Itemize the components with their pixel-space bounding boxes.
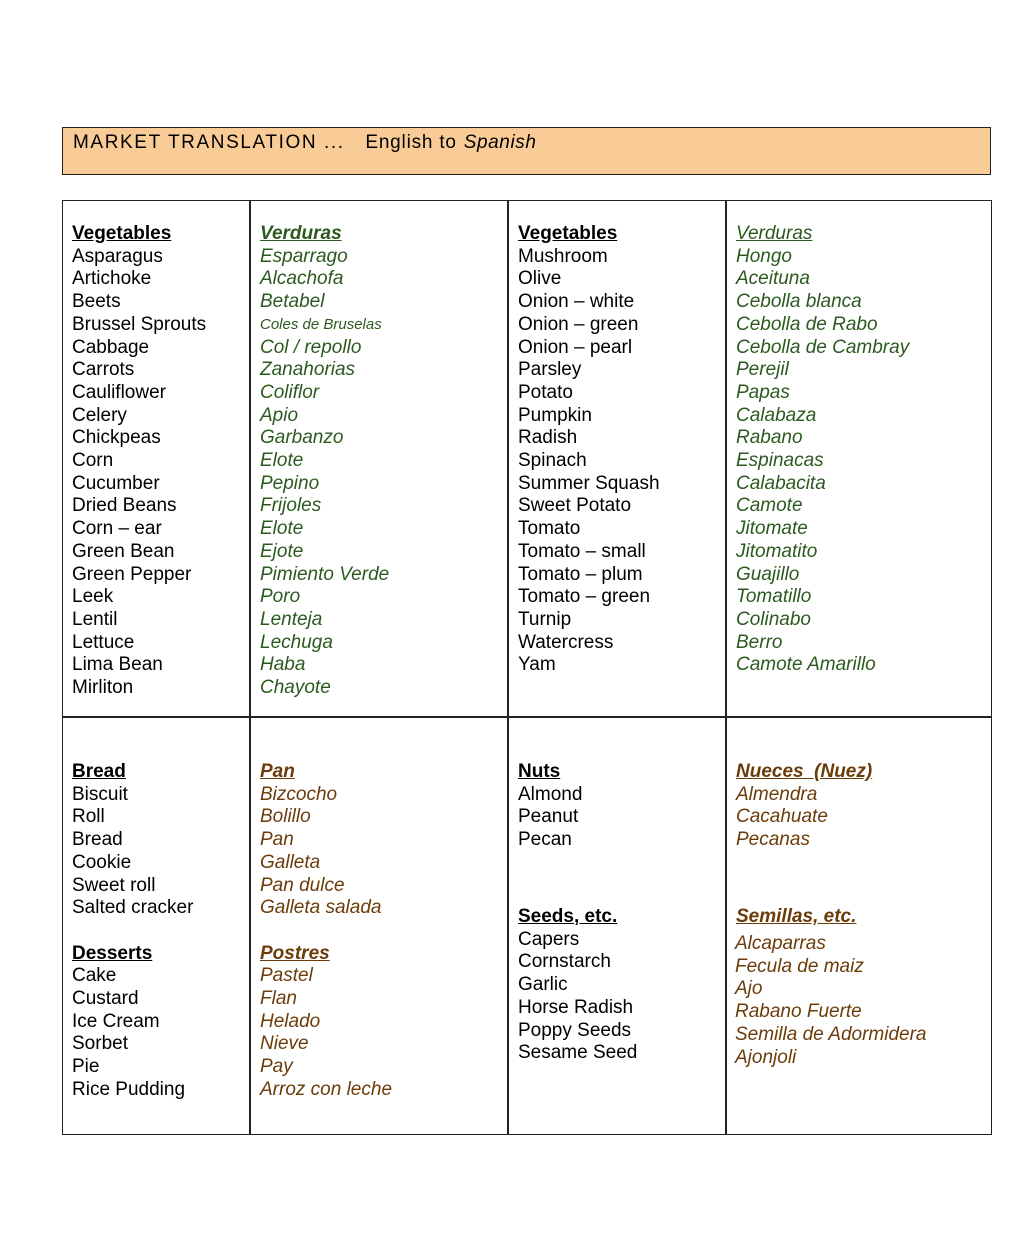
list-item: Zanahorias — [260, 359, 356, 381]
nueces-heading: Nueces (Nuez) — [736, 761, 873, 782]
verduras-heading: Verduras — [736, 223, 813, 244]
list-item: Berro — [736, 631, 783, 653]
list-item: Elote — [260, 450, 304, 472]
list-item: Onion – green — [518, 313, 639, 335]
list-item: Tomato – green — [518, 586, 651, 608]
list-item: Carrots — [72, 359, 135, 381]
list-item: Onion – pearl — [518, 336, 633, 358]
verduras-heading: Verduras — [260, 223, 342, 244]
title-spanish: Spanish — [463, 132, 537, 153]
list-item: Frijoles — [260, 495, 322, 517]
list-item: Green Pepper — [72, 563, 192, 585]
nuts-english-column — [518, 761, 582, 852]
list-item: Radish — [518, 427, 578, 449]
list-item: Camote — [736, 495, 803, 517]
list-item: Olive — [518, 268, 562, 290]
list-item: Leek — [72, 586, 114, 608]
bread-desserts-english-column — [72, 761, 193, 1102]
bread-desserts-spanish-column — [260, 761, 392, 1102]
list-item: Cacahuate — [736, 806, 828, 828]
list-item: Alcachofa — [260, 268, 344, 290]
list-item: Almond — [518, 783, 583, 805]
list-item: Arroz con leche — [260, 1078, 393, 1100]
vegetables-heading: Vegetables — [72, 223, 172, 244]
title-main: MARKET TRANSLATION ... — [73, 132, 345, 153]
list-item: Tomatillo — [736, 586, 812, 608]
list-item: Galleta salada — [260, 897, 382, 919]
list-item: Almendra — [736, 783, 818, 805]
list-item: Jitomatito — [736, 540, 818, 562]
list-item: Watercress — [518, 631, 614, 653]
list-item: Camote Amarillo — [736, 654, 876, 676]
list-item: Turnip — [518, 608, 572, 630]
column-divider — [507, 200, 509, 1135]
list-item: Pecan — [518, 829, 572, 851]
row-divider — [62, 716, 992, 718]
list-item: Jitomate — [736, 518, 808, 540]
list-item: Custard — [72, 988, 139, 1010]
list-item: Capers — [518, 928, 580, 950]
list-item: Pan — [260, 829, 294, 851]
list-item: Colinabo — [736, 608, 811, 630]
list-item: Sweet roll — [72, 874, 156, 896]
list-item: Poppy Seeds — [518, 1019, 632, 1041]
list-item: Pan dulce — [260, 874, 345, 896]
list-item: Peanut — [518, 806, 579, 828]
list-item: Sesame Seed — [518, 1042, 638, 1064]
vegetables-spanish-column — [260, 223, 389, 700]
list-item: Elote — [260, 518, 304, 540]
list-item: Rice Pudding — [72, 1078, 186, 1100]
list-item: Lentil — [72, 608, 118, 630]
list-item: Cabbage — [72, 336, 150, 358]
list-item: Bread — [72, 829, 123, 851]
vegetables-heading: Vegetables — [518, 223, 618, 244]
spacer — [72, 920, 193, 943]
list-item: Hongo — [736, 245, 792, 267]
vegetables-english-column — [72, 223, 206, 700]
list-item: Bolillo — [260, 806, 311, 828]
list-item: Onion – white — [518, 291, 635, 313]
title-english: English to — [365, 132, 457, 153]
list-item: Tomato – plum — [518, 563, 643, 585]
spacer — [260, 920, 392, 943]
list-item: Tomato – small — [518, 540, 646, 562]
column-divider — [249, 200, 251, 1135]
list-item: Pimiento Verde — [260, 563, 390, 585]
list-item: Calabaza — [736, 404, 817, 426]
list-item: Perejil — [736, 359, 789, 381]
list-item: Pie — [72, 1056, 100, 1078]
pan-heading: Pan — [260, 761, 295, 782]
title-banner — [62, 127, 991, 175]
list-item: Garbanzo — [260, 427, 344, 449]
list-item: Ajo — [735, 978, 763, 1000]
list-item: Sweet Potato — [518, 495, 632, 517]
list-item: Summer Squash — [518, 472, 660, 494]
list-item: Roll — [72, 806, 105, 828]
list-item: Cebolla blanca — [736, 291, 862, 313]
list-item: Salted cracker — [72, 897, 194, 919]
list-item: Helado — [260, 1010, 321, 1032]
list-item: Guajillo — [736, 563, 800, 585]
postres-heading: Postres — [260, 942, 330, 964]
list-item: Betabel — [260, 291, 325, 313]
seeds-english-column — [518, 906, 637, 1065]
list-item: Cebolla de Cambray — [736, 336, 910, 358]
list-item: Garlic — [518, 974, 568, 996]
list-item: Cake — [72, 965, 117, 987]
list-item: Dried Beans — [72, 495, 177, 517]
list-item: Potato — [518, 381, 573, 403]
list-item: Cebolla de Rabo — [736, 313, 878, 335]
list-item: Coliflor — [260, 381, 320, 403]
list-item: Chickpeas — [72, 427, 161, 449]
list-item: Lettuce — [72, 631, 135, 653]
list-item: Pastel — [260, 965, 313, 987]
list-item: Col / repollo — [260, 336, 362, 358]
list-item: Parsley — [518, 359, 582, 381]
list-item: Pay — [260, 1056, 293, 1078]
list-item: Fecula de maiz — [735, 955, 864, 977]
list-item: Haba — [260, 654, 306, 676]
list-item: Lima Bean — [72, 654, 163, 676]
list-item: Nieve — [260, 1033, 309, 1055]
list-item: Poro — [260, 586, 301, 608]
list-item: Rabano — [736, 427, 803, 449]
list-item: Calabacita — [736, 472, 826, 494]
list-item: Pumpkin — [518, 404, 592, 426]
list-item: Rabano Fuerte — [735, 1001, 862, 1023]
list-item: Galleta — [260, 851, 321, 873]
list-item: Lenteja — [260, 608, 323, 630]
list-item: Coles de Bruselas — [260, 315, 382, 333]
seeds-spanish-column — [736, 906, 856, 929]
list-item: Esparrago — [260, 245, 348, 267]
list-item: Cookie — [72, 851, 132, 873]
list-item: Cauliflower — [72, 381, 166, 403]
list-item: Cornstarch — [518, 951, 611, 973]
list-item: Biscuit — [72, 783, 128, 805]
list-item: Papas — [736, 381, 790, 403]
nuts-heading: Nuts — [518, 761, 561, 782]
list-item: Flan — [260, 988, 297, 1010]
list-item: Apio — [260, 404, 299, 426]
list-item: Cucumber — [72, 472, 160, 494]
list-item: Corn — [72, 450, 114, 472]
list-item: Ejote — [260, 540, 304, 562]
list-item: Mushroom — [518, 245, 608, 267]
vegetables-english-column-2 — [518, 223, 660, 677]
list-item: Chayote — [260, 677, 331, 699]
list-item: Pepino — [260, 472, 320, 494]
vegetables-spanish-column-2 — [736, 223, 909, 677]
list-item: Horse Radish — [518, 996, 634, 1018]
list-item: Lechuga — [260, 631, 333, 653]
list-item: Mirliton — [72, 677, 134, 699]
list-item: Ice Cream — [72, 1010, 160, 1032]
list-item: Artichoke — [72, 268, 152, 290]
list-item: Ajonjoli — [735, 1046, 797, 1068]
bread-heading: Bread — [72, 761, 126, 782]
seeds-spanish-list — [735, 933, 927, 1069]
list-item: Tomato — [518, 518, 581, 540]
list-item: Corn – ear — [72, 518, 162, 540]
list-item: Brussel Sprouts — [72, 313, 207, 335]
column-divider — [725, 200, 727, 1135]
seeds-heading: Seeds, etc. — [518, 906, 618, 927]
desserts-heading: Desserts — [72, 942, 153, 964]
page-title — [73, 132, 537, 154]
list-item: Yam — [518, 654, 556, 676]
list-item: Asparagus — [72, 245, 163, 267]
list-item: Pecanas — [736, 829, 810, 851]
list-item: Bizcocho — [260, 783, 338, 805]
list-item: Aceituna — [736, 268, 810, 290]
list-item: Alcaparras — [735, 933, 826, 954]
list-item: Spinach — [518, 450, 587, 472]
list-item: Espinacas — [736, 450, 824, 472]
list-item: Green Bean — [72, 540, 175, 562]
list-item: Semilla de Adormidera — [735, 1023, 927, 1045]
list-item: Celery — [72, 404, 127, 426]
semillas-heading: Semillas, etc. — [736, 906, 857, 927]
list-item: Sorbet — [72, 1033, 128, 1055]
nuts-spanish-column — [736, 761, 872, 852]
list-item: Beets — [72, 291, 121, 313]
